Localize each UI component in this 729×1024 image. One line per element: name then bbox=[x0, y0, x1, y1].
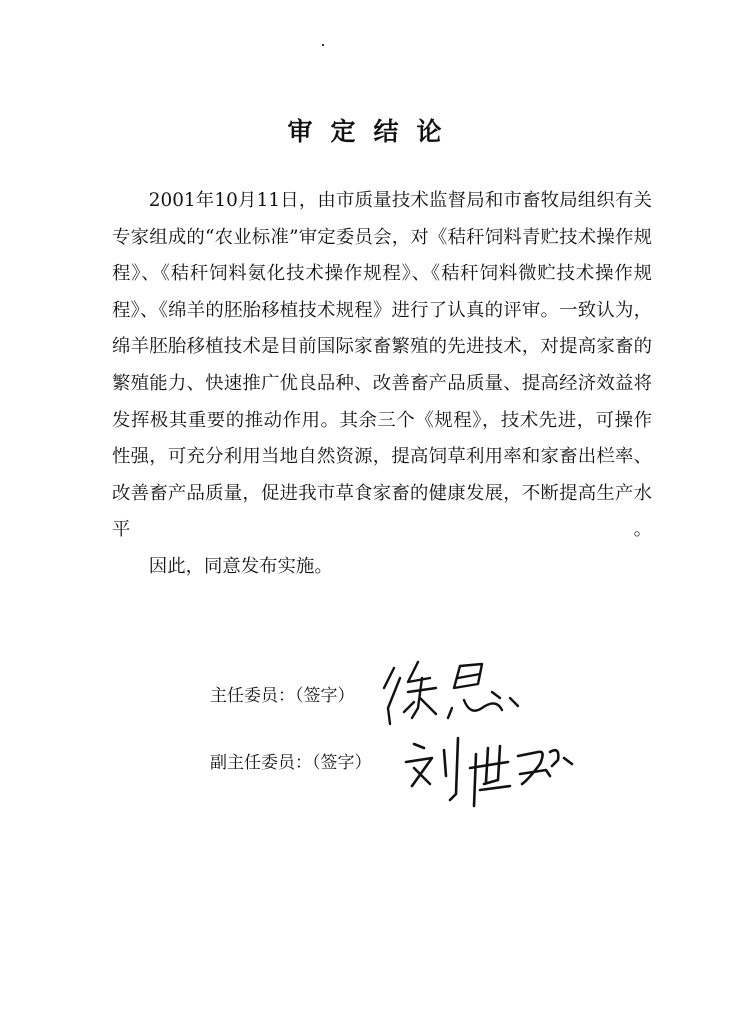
scan-speck bbox=[322, 44, 324, 46]
vice-chairman-signature-label: 副主任委员：（签字） bbox=[210, 753, 372, 773]
document-body bbox=[112, 183, 652, 586]
conclusion-paragraph: 因此，同意发布实施。 bbox=[148, 555, 333, 577]
chairman-signature bbox=[378, 648, 528, 728]
chairman-signature-label: 主任委员：（签字） bbox=[210, 686, 355, 706]
main-paragraph: 2001年10月11日，由市质量技术监督局和市畜牧局组织有关专家组成的“农业标准”审定委员会，对《秸秆饲料青贮技术操作规程》、《秸秆饲料氨化技术操作规程》、《秸秆饲料微贮技术操作规程》、《绵羊的胚胎移植技术规程》进行了认真的评审。一致认为，绵羊胚胎移植技术是目前国际家畜繁殖的先进技术，对提高家畜的繁殖能力、快速推广优良品种、改善畜产品质量、提高经济效益将发挥极其重要的推动作用。其余三个《规程》，技术先进，可操作性强，可充分利用当地自然资源，提高饲草利用率和家畜出栏率、改善畜产品质量，促进我市草食家畜的健康发展，不断提高生产水平。 bbox=[112, 190, 652, 541]
vice-chairman-signature bbox=[400, 724, 580, 814]
document-title: 审定结论 bbox=[287, 117, 460, 146]
